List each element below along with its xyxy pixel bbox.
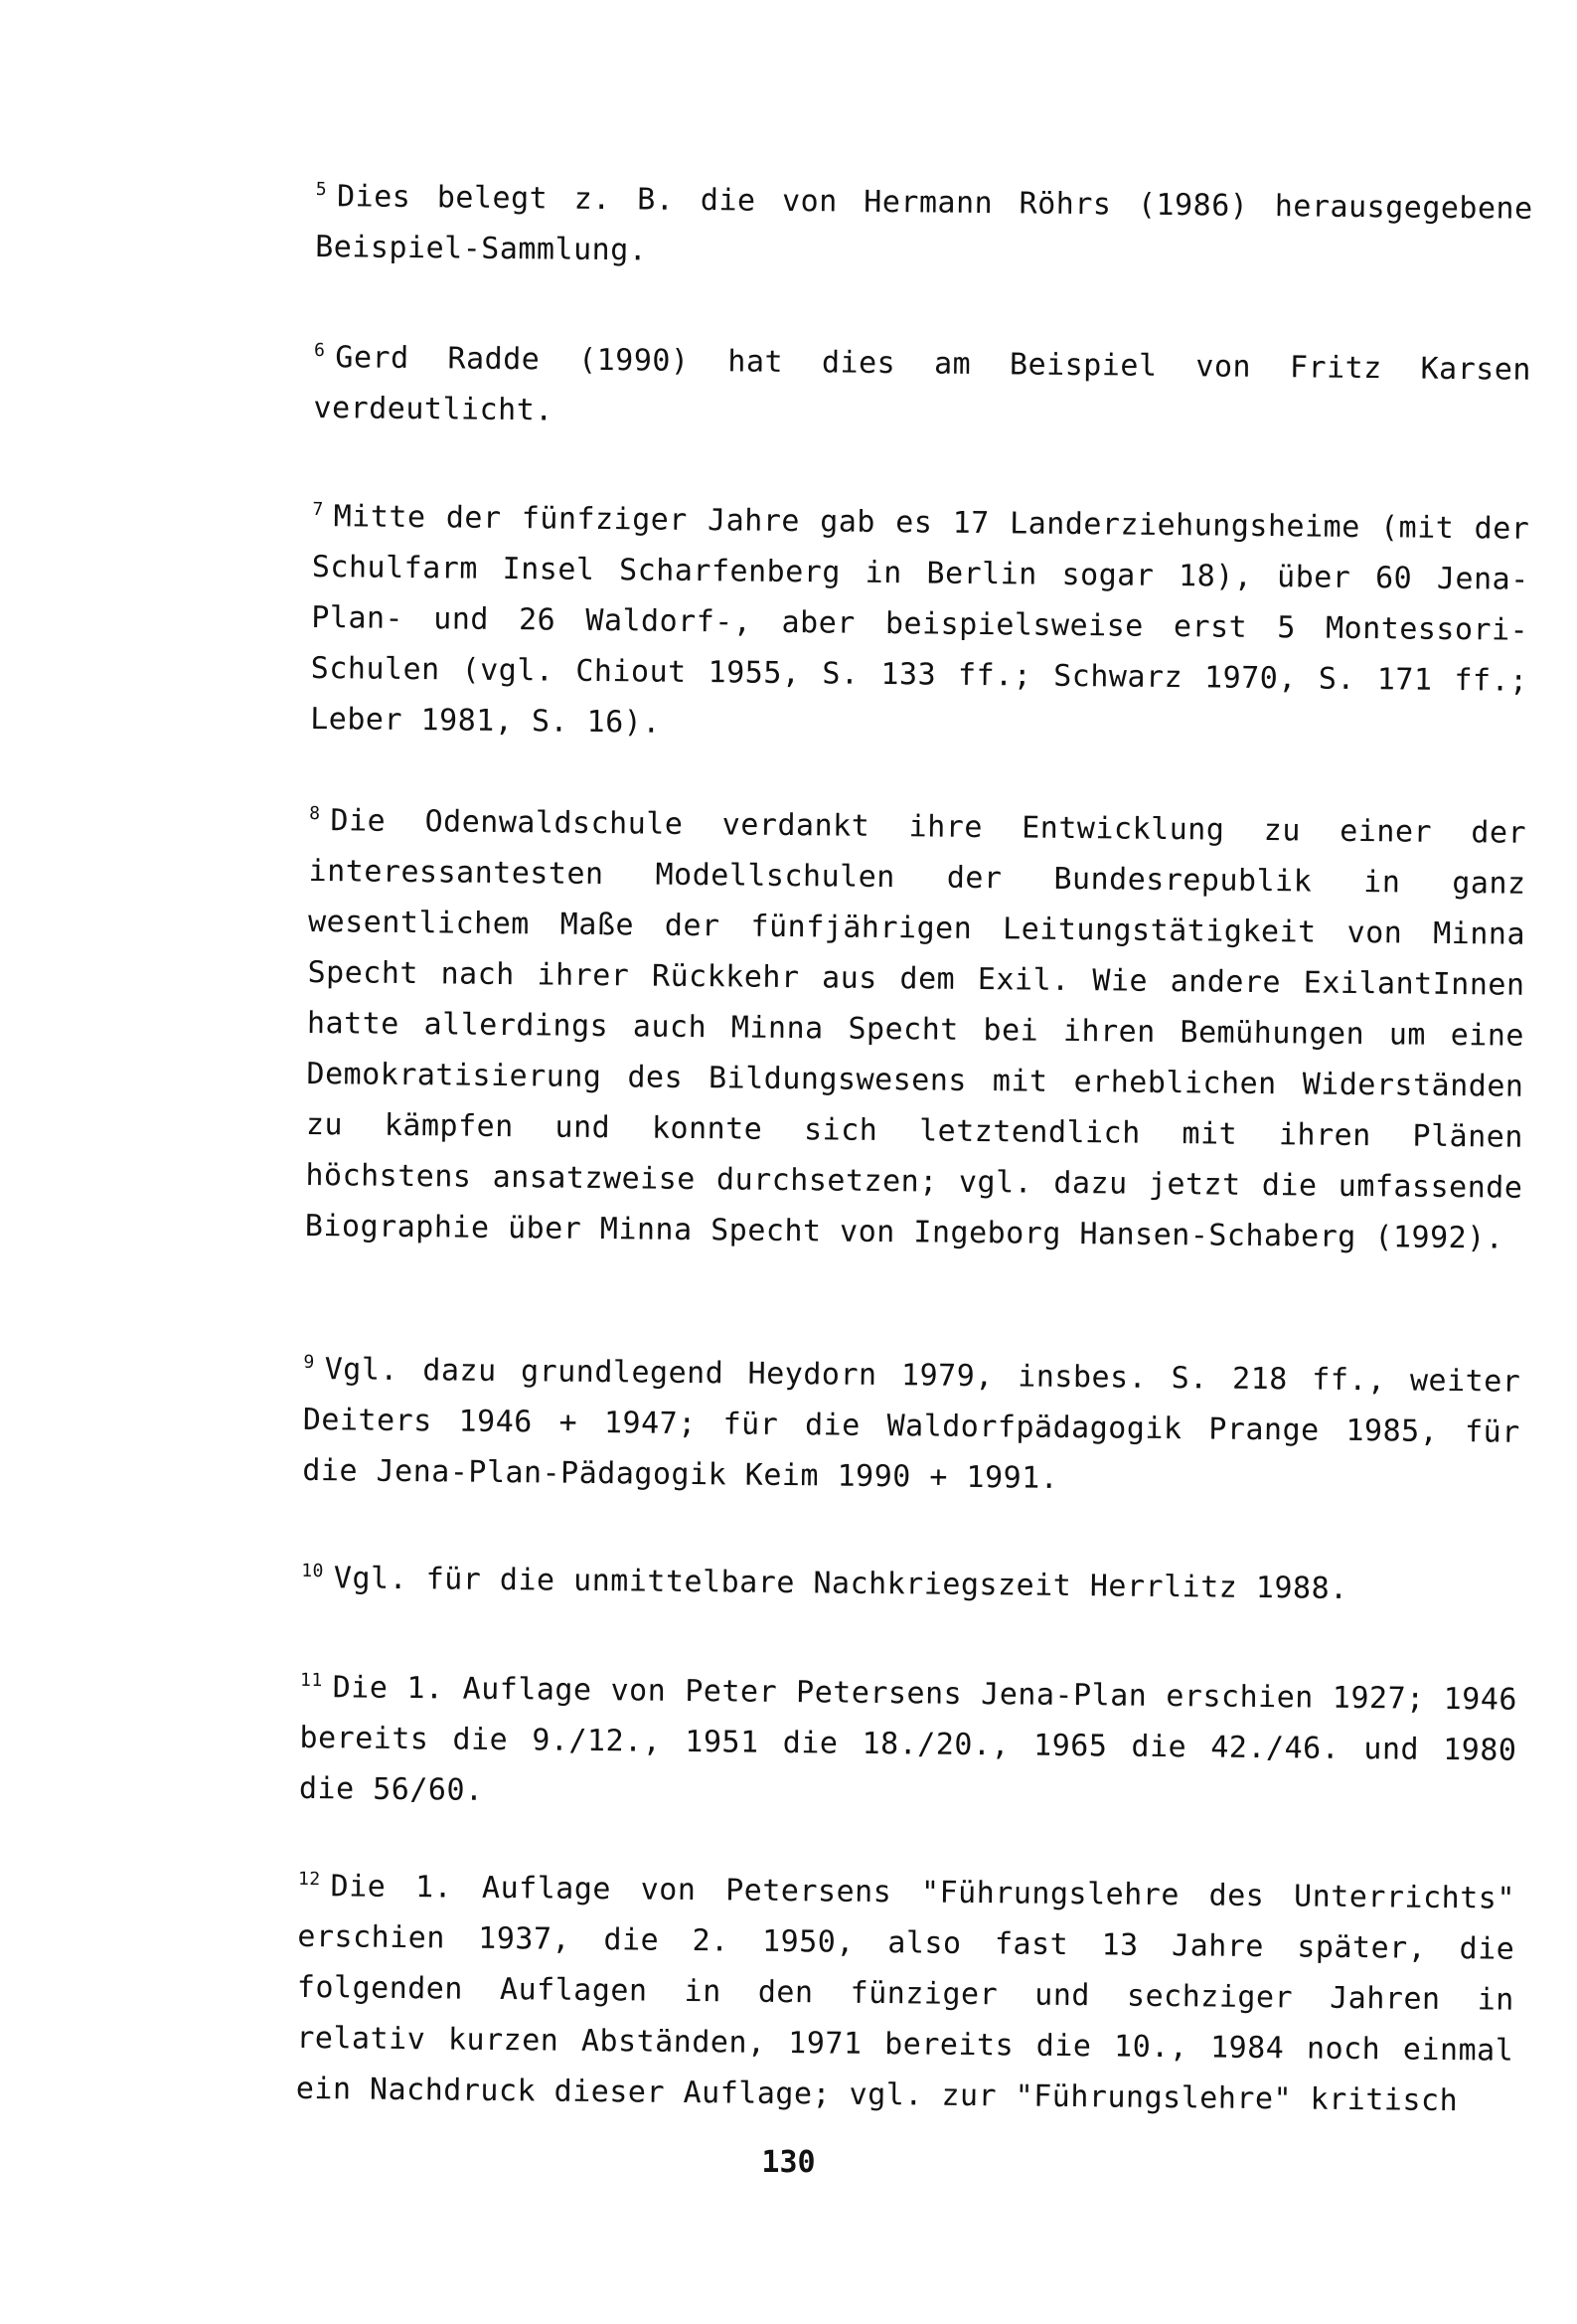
footnote-number: 12: [297, 1868, 321, 1891]
footnote-text: Mitte der fünfziger Jahre gab es 17 Landerziehungsheime (mit der Schulfarm Insel Scharfenberg in Berlin sogar 18), über 60 Jena-Plan- und 26 Waldorf-, aber beispielsweise erst 5 Montessori-Schulen (vgl. Chiout 1955, S. 133 ff.; Schwarz 1970, S. 171 ff.; Leber 1981, S. 16).: [310, 499, 1530, 741]
footnote-number: 8: [309, 802, 321, 825]
footnote-number: 10: [301, 1560, 325, 1582]
footnote-10: [301, 1553, 1518, 1616]
footnote-12: [296, 1861, 1516, 2127]
footnote-number: 11: [299, 1669, 323, 1692]
footnote-text: Die 1. Auflage von Peter Petersens Jena-Plan erschien 1927; 1946 bereits die 9./12., 1951 die 18./20., 1965 die 42./46. und 1980 die 56/60.: [298, 1670, 1518, 1808]
footnote-text: Gerd Radde (1990) hat dies am Beispiel von Fritz Karsen verdeutlicht.: [313, 340, 1532, 428]
footnote-6: [313, 332, 1531, 446]
footnotes-block: [295, 171, 1533, 2119]
footnote-11: [299, 1662, 1518, 1827]
footnote-number: 5: [315, 178, 328, 201]
footnote-text: Vgl. für die unmittelbare Nachkriegszeit Herrlitz 1988.: [333, 1561, 1348, 1606]
footnote-text: Die 1. Auflage von Petersens "Führungslehre des Unterrichts" erschien 1937, die 2. 1950, also fast 13 Jahre später, die folgenden Auflagen in den fünziger und sechziger Jahren in relativ kurzen Abständen, 1971 bereits die 10., 1984 noch einmal ein Nachdruck dieser Auflage; vgl. zur "Führungslehre" kritisch: [295, 1869, 1516, 2119]
page-number: 130: [761, 2145, 816, 2180]
footnote-text: Vgl. dazu grundlegend Heydorn 1979, insbes. S. 218 ff., weiter Deiters 1946 + 1947; für die Waldorfpädagogik Prange 1985, für die Jena-Plan-Pädagogik Keim 1990 + 1991.: [302, 1352, 1521, 1496]
footnote-7: [310, 491, 1530, 757]
footnote-number: 7: [312, 498, 324, 521]
footnote-text: Dies belegt z. B. die von Hermann Röhrs (1986) herausgegebene Beispiel-Sammlung.: [315, 179, 1533, 268]
footnote-9: [302, 1344, 1521, 1509]
footnote-5: [315, 171, 1533, 285]
footnote-8: [305, 795, 1527, 1264]
footnote-text: Die Odenwaldschule verdankt ihre Entwicklung zu einer der interessantesten Modellschulen der Bundesrepublik in ganz wesentlichem Maße der fünfjährigen Leitungstätigkeit von Minna Specht nach ihrer Rückkehr aus dem Exil. Wie andere ExilantInnen hatte allerdings auch Minna Specht bei ihren Bemühungen um eine Demokratisierung des Bildungswesens mit erheblichen Widerständen zu kämpfen und konnte sich letztendlich mit ihren Plänen höchstens ansatzweise durchsetzen; vgl. dazu jetzt die umfassende Biographie über Minna Specht von Ingeborg Hansen-Schaberg (1992).: [304, 803, 1527, 1256]
footnote-number: 6: [313, 339, 326, 362]
footnote-number: 9: [303, 1351, 315, 1374]
